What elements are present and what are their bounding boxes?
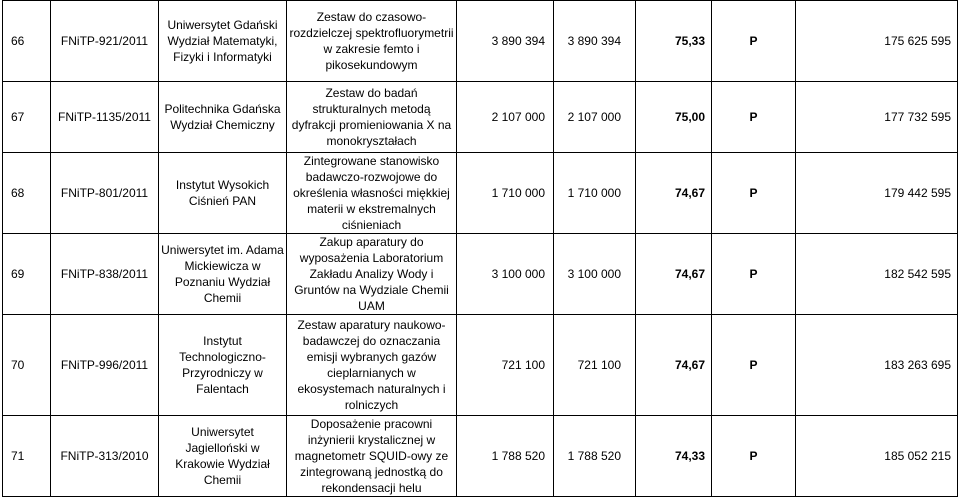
project-description: Zintegrowane stanowisko badawczo-rozwojowe do określenia własności miękkiej materii w ekstremalnych ciśnieniach (287, 153, 457, 234)
row-number: 67 (3, 82, 51, 153)
requested-amount: 3 890 394 (457, 1, 554, 82)
cumulative-sum: 182 542 595 (796, 234, 958, 315)
granted-amount: 3 890 394 (554, 1, 636, 82)
table-row (3, 315, 958, 416)
row-number: 70 (3, 315, 51, 416)
granted-amount: 721 100 (554, 315, 636, 416)
institution: Instytut Technologiczno-Przyrodniczy w Falentach (159, 315, 287, 416)
application-number: FNiTP-1135/2011 (51, 82, 159, 153)
project-description: Zestaw do czasowo-rozdzielczej spektrofluorymetrii w zakresie femto i pikosekundowym (287, 1, 457, 82)
score: 74,67 (636, 315, 712, 416)
institution: Politechnika Gdańska Wydział Chemiczny (159, 82, 287, 153)
requested-amount: 721 100 (457, 315, 554, 416)
score: 74,67 (636, 153, 712, 234)
row-number: 69 (3, 234, 51, 315)
cumulative-sum: 179 442 595 (796, 153, 958, 234)
table-row (3, 153, 958, 234)
status-badge: P (712, 153, 796, 234)
application-number: FNiTP-996/2011 (51, 315, 159, 416)
cumulative-sum: 183 263 695 (796, 315, 958, 416)
requested-amount: 3 100 000 (457, 234, 554, 315)
project-description: Zestaw do badań strukturalnych metodą dyfrakcji promieniowania X na monokryształach (287, 82, 457, 153)
cumulative-sum: 175 625 595 (796, 1, 958, 82)
row-number: 66 (3, 1, 51, 82)
table-row (3, 1, 958, 82)
application-number: FNiTP-921/2011 (51, 1, 159, 82)
granted-amount: 1 710 000 (554, 153, 636, 234)
status-badge: P (712, 1, 796, 82)
status-badge: P (712, 82, 796, 153)
status-badge: P (712, 416, 796, 497)
row-number: 68 (3, 153, 51, 234)
cumulative-sum: 177 732 595 (796, 82, 958, 153)
funding-table (2, 0, 958, 497)
application-number: FNiTP-801/2011 (51, 153, 159, 234)
granted-amount: 1 788 520 (554, 416, 636, 497)
cumulative-sum: 185 052 215 (796, 416, 958, 497)
institution: Uniwersytet Gdański Wydział Matematyki, Fizyki i Informatyki (159, 1, 287, 82)
score: 75,00 (636, 82, 712, 153)
application-number: FNiTP-838/2011 (51, 234, 159, 315)
table-row (3, 416, 958, 497)
score: 74,33 (636, 416, 712, 497)
score: 74,67 (636, 234, 712, 315)
table-row (3, 234, 958, 315)
institution: Instytut Wysokich Ciśnień PAN (159, 153, 287, 234)
score: 75,33 (636, 1, 712, 82)
granted-amount: 3 100 000 (554, 234, 636, 315)
status-badge: P (712, 315, 796, 416)
project-description: Zakup aparatury do wyposażenia Laboratorium Zakładu Analizy Wody i Gruntów na Wydziale Chemii UAM (287, 234, 457, 315)
requested-amount: 1 710 000 (457, 153, 554, 234)
requested-amount: 2 107 000 (457, 82, 554, 153)
application-number: FNiTP-313/2010 (51, 416, 159, 497)
requested-amount: 1 788 520 (457, 416, 554, 497)
institution: Uniwersytet im. Adama Mickiewicza w Poznaniu Wydział Chemii (159, 234, 287, 315)
granted-amount: 2 107 000 (554, 82, 636, 153)
table-row (3, 82, 958, 153)
project-description: Doposażenie pracowni inżynierii krystalicznej w magnetometr SQUID-owy ze zintegrowaną jednostką do rekondensacji helu (287, 416, 457, 497)
row-number: 71 (3, 416, 51, 497)
project-description: Zestaw aparatury naukowo-badawczej do oznaczania emisji wybranych gazów cieplarnianych w ekosystemach naturalnych i rolniczych (287, 315, 457, 416)
status-badge: P (712, 234, 796, 315)
institution: Uniwersytet Jagielloński w Krakowie Wydział Chemii (159, 416, 287, 497)
